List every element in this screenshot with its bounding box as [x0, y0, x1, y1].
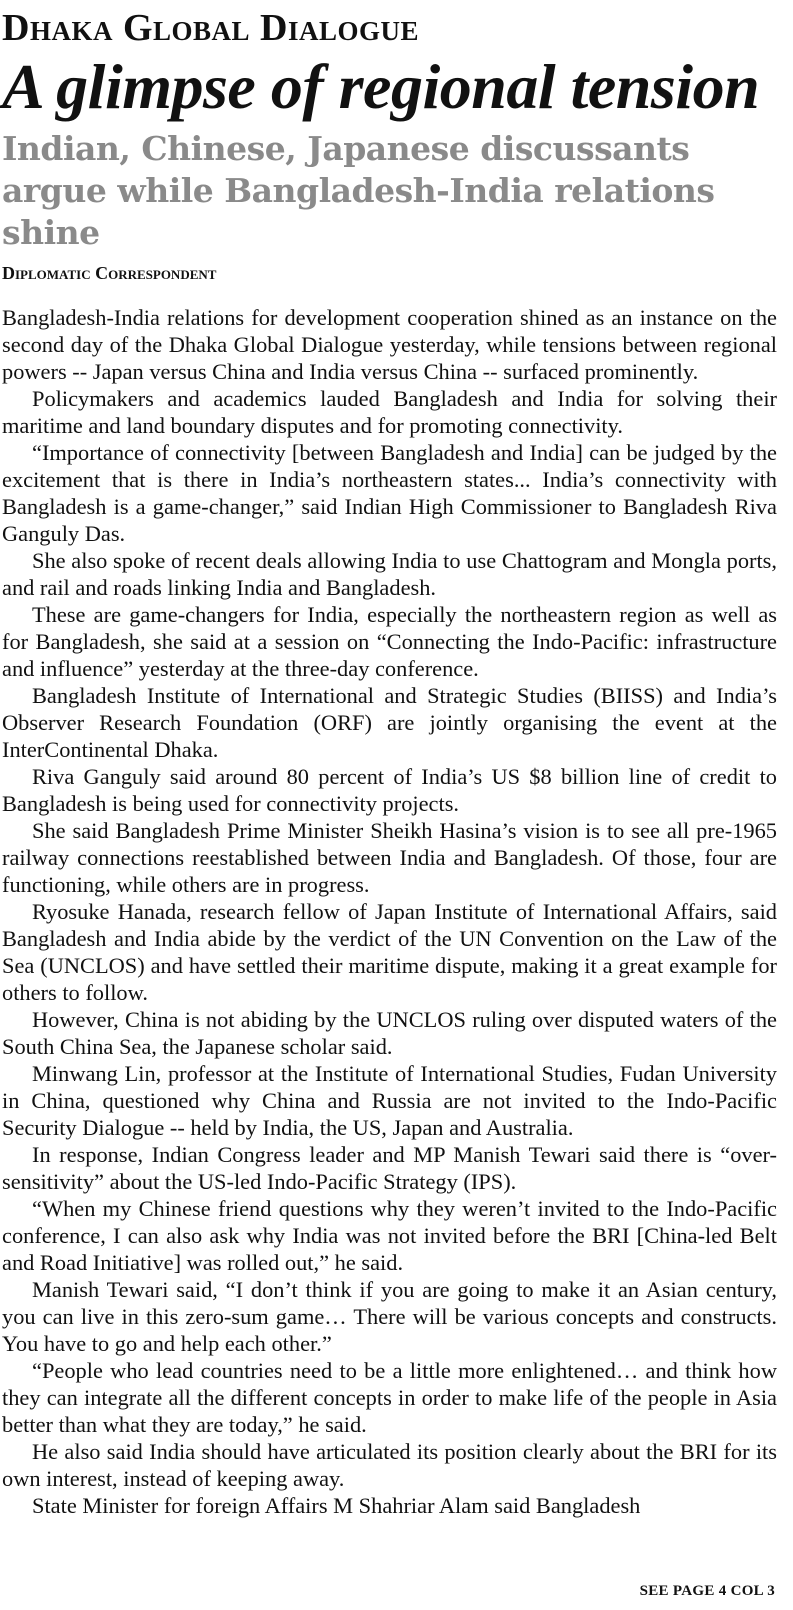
paragraph: She said Bangladesh Prime Minister Sheikh Hasina’s vision is to see all pre-1965 railway connections reestablished between India and Bangladesh. Of those, four are functioning, while others are in progress.: [2, 818, 777, 897]
paragraph: Riva Ganguly said around 80 percent of India’s US $8 billion line of credit to Bangladesh is being used for connectivity projects.: [2, 764, 777, 816]
paragraph: These are game-changers for India, especially the northeastern region as well as for Bangladesh, she said at a session on “Connecting the Indo-Pacific: infrastructure and influence” yesterday at the three-day conference.: [2, 602, 777, 681]
byline: Diplomatic Correspondent: [2, 263, 217, 283]
paragraph: She also spoke of recent deals allowing India to use Chattogram and Mongla ports, and rail and roads linking India and Bangladesh.: [2, 548, 777, 600]
headline: A glimpse of regional tension: [2, 51, 760, 122]
paragraph: Minwang Lin, professor at the Institute of International Studies, Fudan University in China, questioned why China and Russia are not invited to the Indo-Pacific Security Dialogue -- held by India, the US, Japan and Australia.: [2, 1061, 777, 1140]
paragraph: Manish Tewari said, “I don’t think if you are going to make it an Asian century, you can live in this zero-sum game… There will be various concepts and constructs. You have to go and help each other.”: [2, 1277, 777, 1356]
paragraph: Bangladesh-India relations for development cooperation shined as an instance on the second day of the Dhaka Global Dialogue yesterday, while tensions between regional powers -- Japan versus China and India versus China -- surfaced prominently.: [2, 305, 777, 384]
section-kicker: Dhaka Global Dialogue: [2, 7, 419, 49]
paragraph: He also said India should have articulated its position clearly about the BRI for its own interest, instead of keeping away.: [2, 1439, 777, 1491]
paragraph: Ryosuke Hanada, research fellow of Japan Institute of International Affairs, said Bangladesh and India abide by the verdict of the UN Convention on the Law of the Sea (UNCLOS) and have settled their maritime dispute, making it a great example for others to follow.: [2, 899, 777, 1005]
continuation-jump-line: SEE PAGE 4 COL 3: [639, 1583, 775, 1599]
paragraph: “People who lead countries need to be a little more enlightened… and think how they can integrate all the different concepts in order to make life of the people in Asia better than what they are today,” he said.: [2, 1358, 777, 1437]
paragraph: However, China is not abiding by the UNCLOS ruling over disputed waters of the South China Sea, the Japanese scholar said.: [2, 1007, 777, 1059]
paragraph: Bangladesh Institute of International and Strategic Studies (BIISS) and India’s Observer Research Foundation (ORF) are jointly organising the event at the InterContinental Dhaka.: [2, 683, 777, 762]
subheadline: Indian, Chinese, Japanese discussants argue while Bangladesh-India relations shine: [2, 129, 715, 252]
paragraph: “Importance of connectivity [between Bangladesh and India] can be judged by the excitement that is there in India’s northeastern states... India’s connectivity with Bangladesh is a game-changer,” said Indian High Commissioner to Bangladesh Riva Ganguly Das.: [2, 440, 777, 546]
paragraph: “When my Chinese friend questions why they weren’t invited to the Indo-Pacific conference, I can also ask why India was not invited before the BRI [China-led Belt and Road Initiative] was rolled out,” he said.: [2, 1196, 777, 1275]
paragraph: In response, Indian Congress leader and MP Manish Tewari said there is “over-sensitivity” about the US-led Indo-Pacific Strategy (IPS).: [2, 1142, 777, 1194]
paragraph: State Minister for foreign Affairs M Shahriar Alam said Bangladesh: [32, 1493, 641, 1518]
paragraph: Policymakers and academics lauded Bangladesh and India for solving their maritime and land boundary disputes and for promoting connectivity.: [2, 386, 777, 438]
article-body: [2, 304, 777, 1519]
